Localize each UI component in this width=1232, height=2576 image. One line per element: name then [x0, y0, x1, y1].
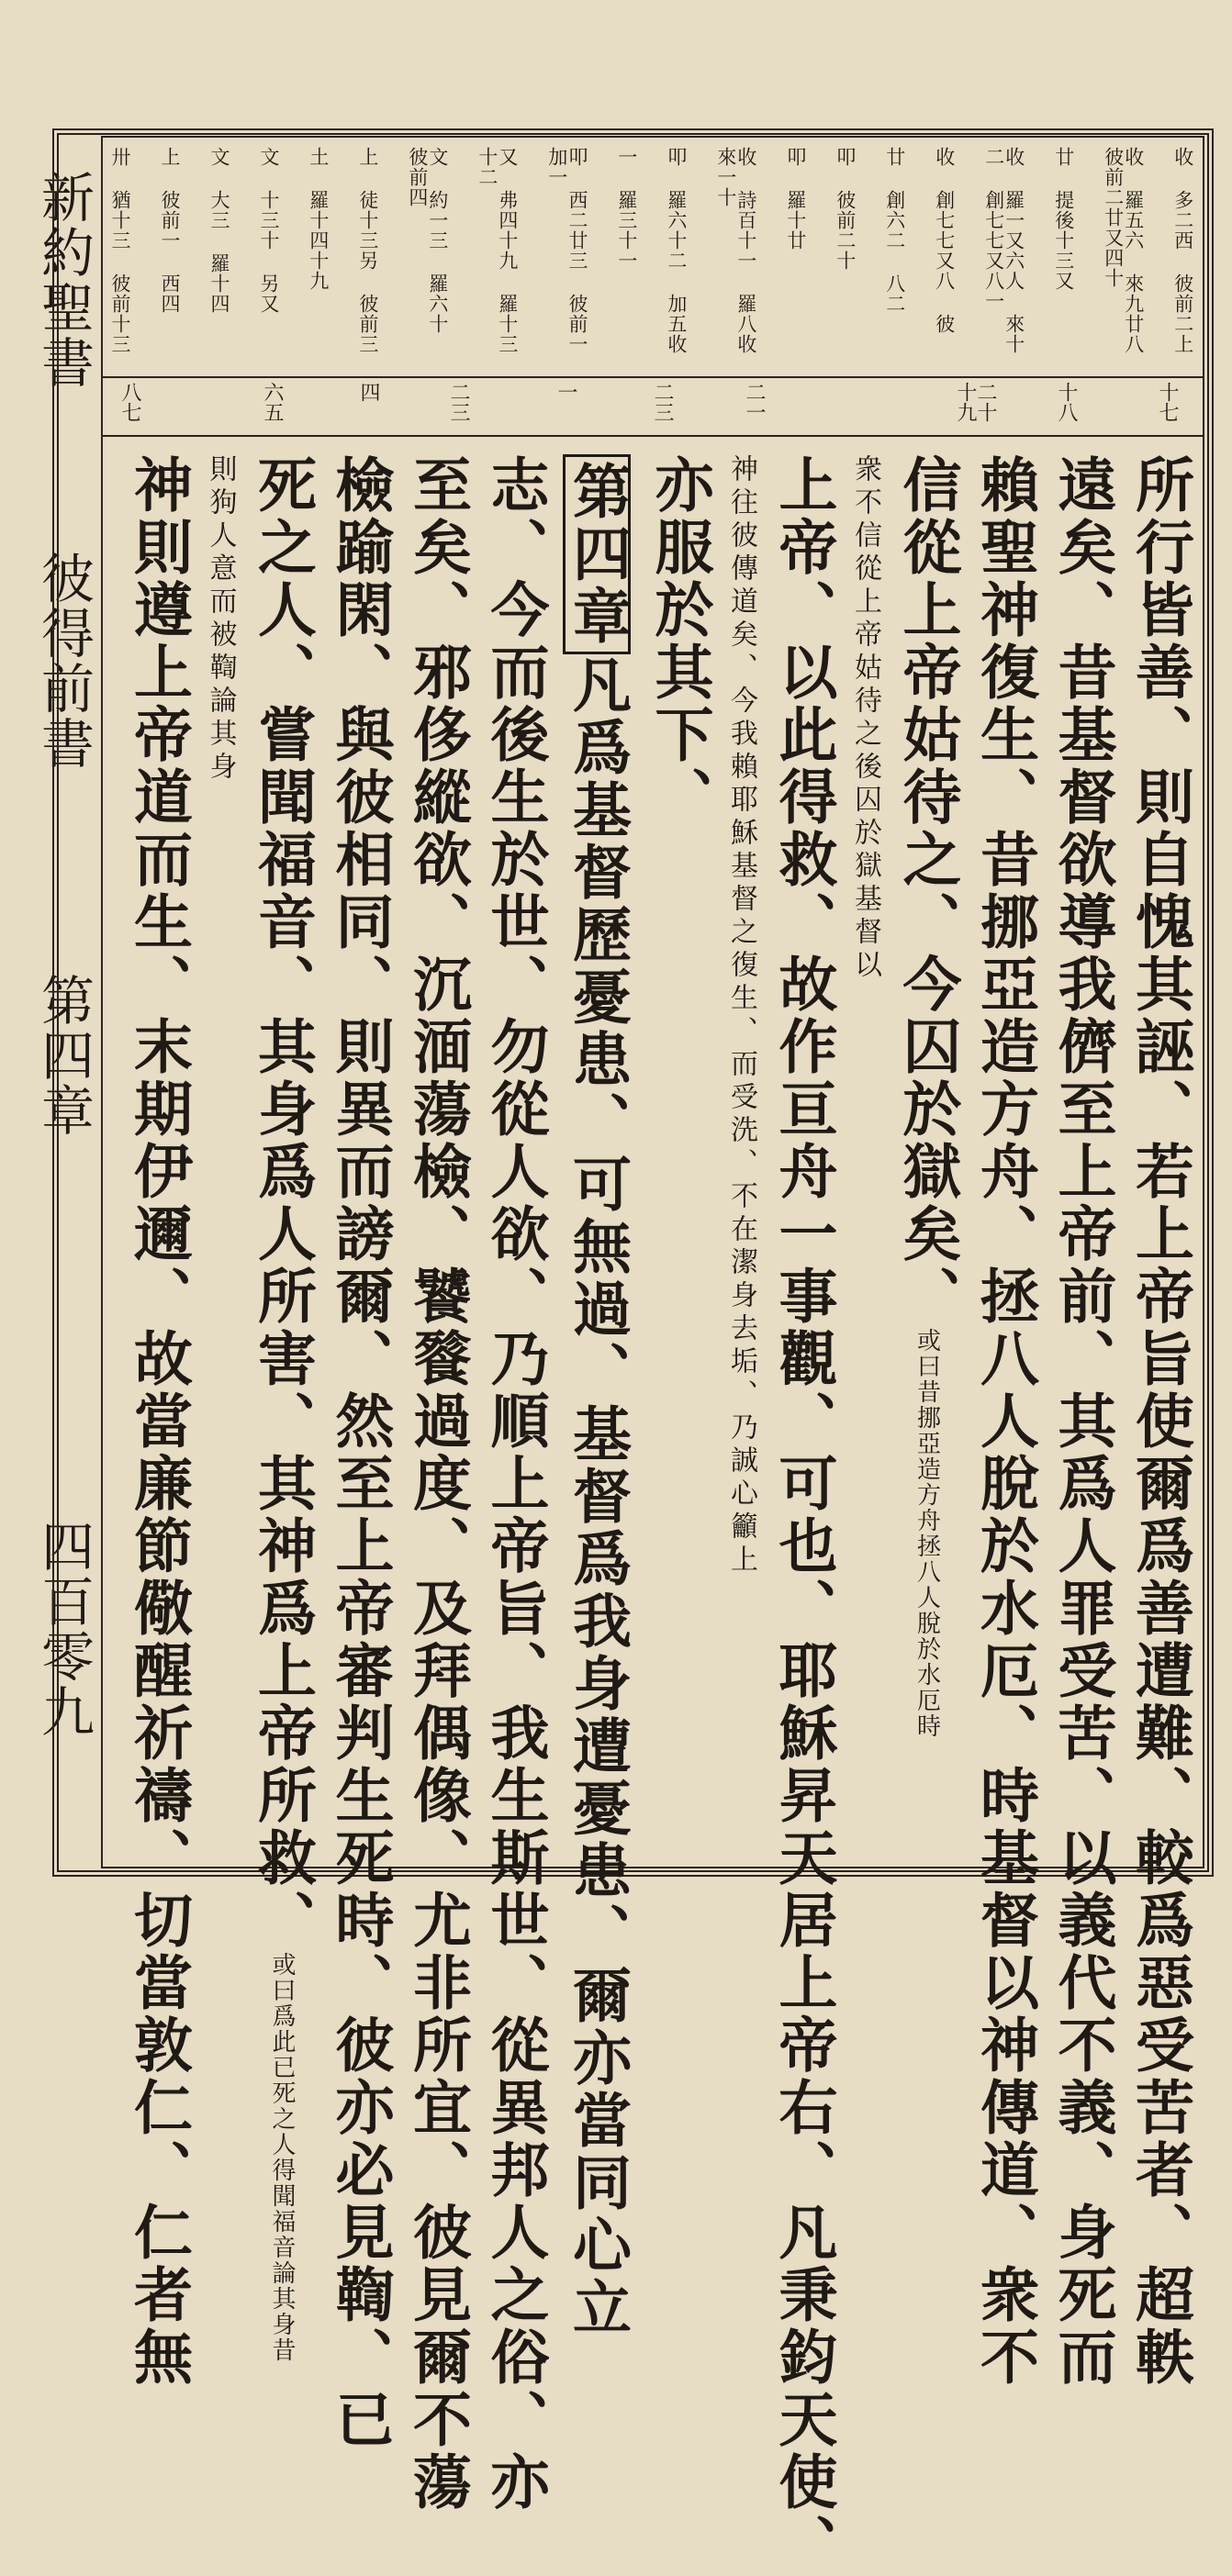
reference-column: 收 羅一又六人 來十二 創七七又八一 [982, 147, 1025, 354]
book-name: 彼得前書 [32, 551, 95, 771]
verse-number: 八七 [118, 382, 141, 422]
reference-column: 土 羅十四十九 [307, 147, 330, 291]
reference-column: 上 彼前一 西四 [159, 147, 182, 314]
verse-number: 六五 [261, 382, 284, 422]
text-column: 賴聖神復生、昔挪亞造方舟、拯八人脫於水厄、時基督以神傳道、衆不 [970, 454, 1039, 2389]
text-column: 至矣、邪侈縱欲、沉湎蕩檢、饕餮過度、及拜偶像、尤非所宜、彼見爾不蕩 [403, 454, 472, 2514]
book-title: 新約聖書 [32, 170, 95, 390]
text-column: 所行皆善、則自愧其誣、若上帝旨使爾爲善遭難、較爲惡受苦者、超軼 [1126, 454, 1194, 2389]
main-text [124, 454, 1194, 2576]
verse-number: 一 [554, 382, 577, 402]
verse-number: 十八 [1055, 382, 1078, 422]
text-segment: 凡爲基督歷憂患、可無過、基督爲我身遭憂患、爾亦當同心立 [563, 654, 632, 2339]
interlinear-note: 或曰爲此已死之人得聞福音論其身昔 [268, 1952, 296, 2363]
chapter-label: 第四章 [32, 973, 95, 1138]
text-column: 則狗人意而被鞫論其身 [204, 454, 237, 785]
text-column: 亦服於其下、 [644, 454, 714, 829]
text-segment: 死之人、嘗聞福音、其身爲人所害、其神爲上帝所救、 [248, 454, 317, 1952]
reference-column: 廿 創六二 八二 [883, 147, 906, 314]
text-column: 志、今而後生於世、勿從人欲、乃順上帝旨、我生斯世、從異邦人之俗、亦 [480, 454, 550, 2514]
reference-column: 收 創七七又八 彼 [933, 147, 956, 334]
interlinear-note: 或曰昔挪亞造方舟拯八人脫於水厄時 [913, 1328, 941, 1739]
text-column [563, 454, 632, 2339]
reference-column: 又 弗四十九 羅十三十二 [476, 147, 519, 354]
text-column: 衆不信從上帝姑待之後囚於獄基督以 [849, 454, 881, 983]
page-number: 四百零九 [32, 1519, 95, 1739]
text-column: 上帝、以此得救、故作亘舟一事觀、可也、耶穌昇天居上帝右、凡秉鈞天使、 [768, 454, 838, 2576]
verse-number: 二三 [447, 382, 470, 422]
reference-column: 收 詩百十一 羅八收 來一十 [714, 147, 757, 377]
reference-column: 收 多二西 彼前二上 [1171, 147, 1194, 354]
verse-number: 二三 [651, 382, 674, 422]
reference-column: 上 徒十三另 彼前三 [356, 147, 379, 354]
reference-column: 廿 提後十三又 [1052, 147, 1075, 314]
text-column: 神則遵上帝道而生、末期伊邇、故當廉節儆醒祈禱、切當敦仁、仁者無 [124, 454, 193, 2389]
verse-number: 二一 [743, 382, 766, 422]
reference-column: 卅 猶十三 彼前十三 [109, 147, 132, 354]
reference-column: 叩 羅十廿 [784, 147, 807, 251]
reference-column: 文 大三 羅十四 [207, 147, 230, 314]
text-segment: 信從上帝姑待之、今囚於獄矣、 [892, 454, 962, 1328]
cross-reference-band [109, 147, 1194, 377]
verse-number: 二十十九 [954, 382, 997, 422]
reference-column: 叩 西二廿三 彼前一 加一 [545, 147, 588, 377]
verse-number: 四 [357, 382, 380, 402]
text-column [248, 454, 317, 2363]
verse-number-band [101, 376, 1204, 437]
reference-column: 叩 彼前二十 [834, 147, 857, 271]
reference-column: 叩 羅六十二 加五收 [665, 147, 688, 354]
reference-column: 收 羅五六 來九廿八 彼前二廿又四十 [1102, 147, 1145, 377]
text-column: 檢踰閑、與彼相同、則異而謗爾、然至上帝審判生死時、彼亦必見鞫、已 [325, 454, 395, 2451]
text-column: 神往彼傳道矣、今我賴耶穌基督之復生、而受洗、不在潔身去垢、乃誠心籲上 [725, 454, 757, 1578]
reference-column: 文 十三十 另又 [257, 147, 280, 314]
text-column [892, 454, 962, 1858]
reference-column: 文 約一三 羅六十 彼前四 [406, 147, 449, 357]
reference-column: 一 羅三十一 [615, 147, 638, 271]
verse-number: 十七 [1156, 382, 1179, 422]
chapter-heading-box: 第四章 [563, 454, 631, 654]
text-column: 遠矣、昔基督欲導我儕至上帝前、其爲人罪受苦、以義代不義、身死而 [1047, 454, 1117, 2389]
